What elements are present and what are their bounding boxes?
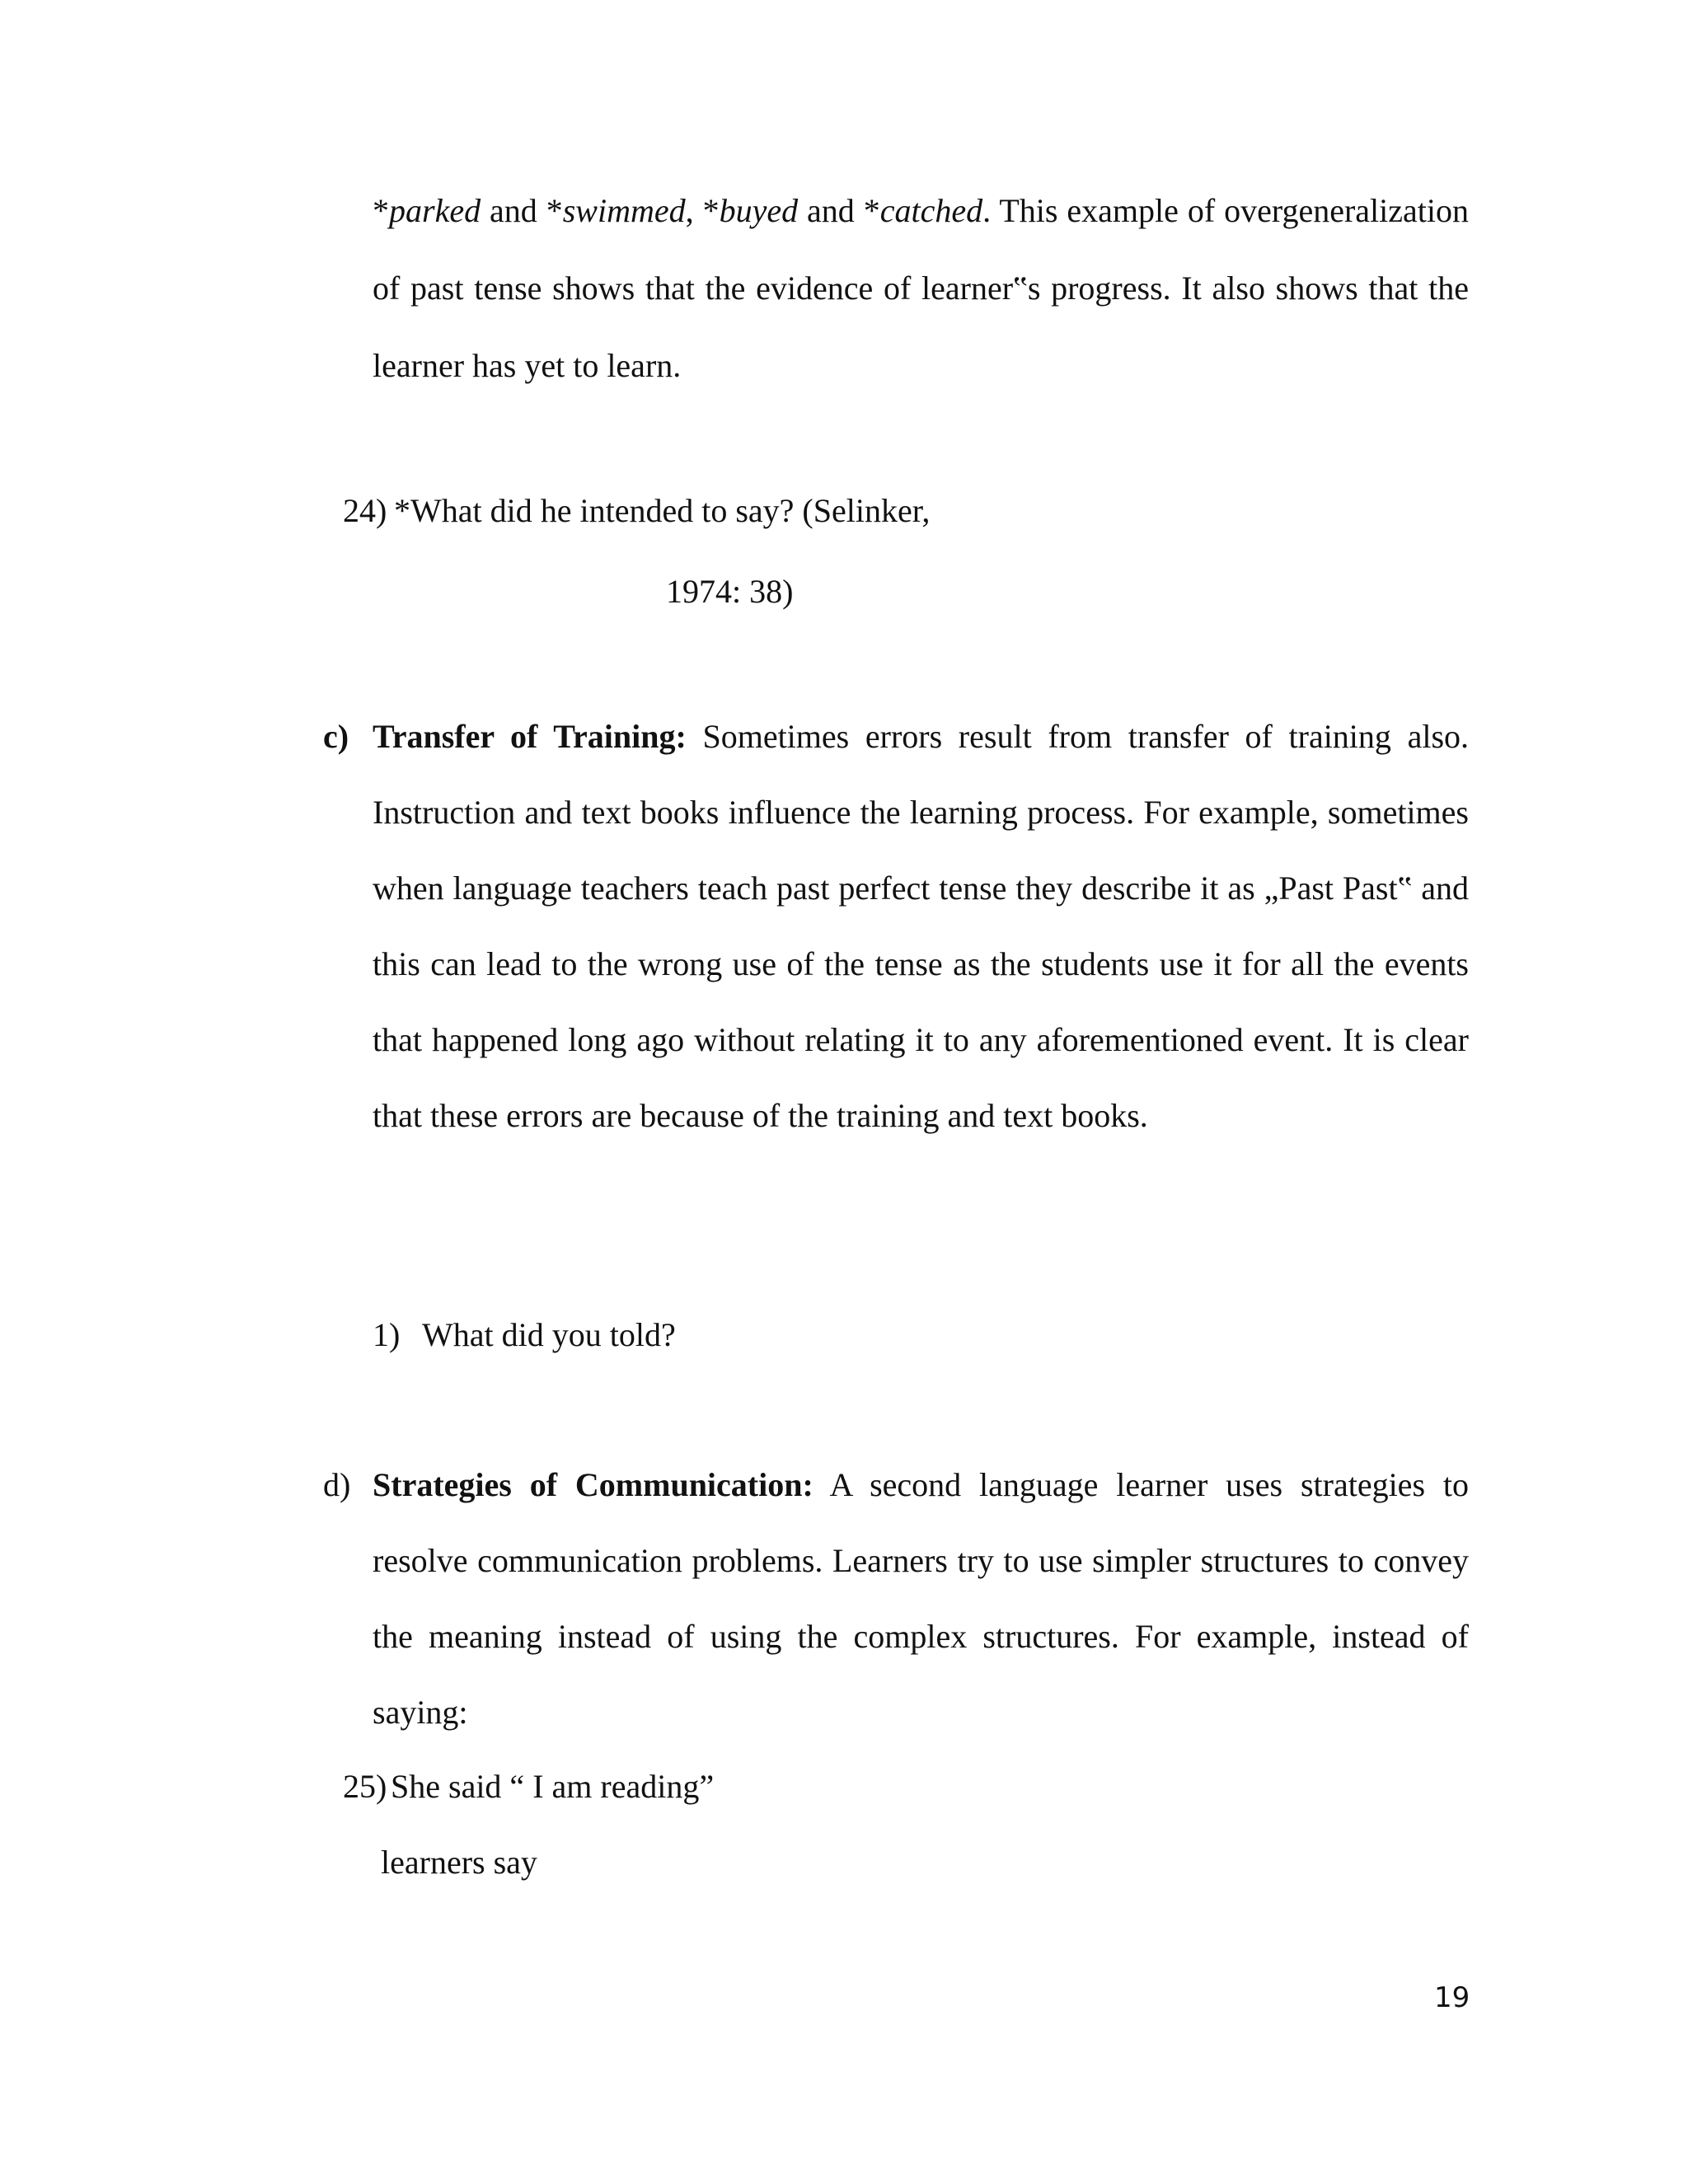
paragraph-line: resolve communication problems. Learners try to use simpler structures to convey bbox=[373, 1542, 1469, 1579]
followup-text: learners say bbox=[381, 1844, 537, 1881]
example-word-swimmed: swimmed bbox=[562, 192, 686, 229]
connector-text: and * bbox=[481, 192, 563, 229]
example-sentence: What did you told? bbox=[422, 1316, 676, 1353]
paragraph-line: when language teachers teach past perfect tense they describe it as „Past Past‟ and bbox=[373, 869, 1469, 907]
example-word-buyed: buyed bbox=[719, 192, 799, 229]
paragraph-line: of past tense shows that the evidence of learner‟s progress. It also shows that the bbox=[373, 269, 1469, 307]
connector-text: and * bbox=[798, 192, 880, 229]
sentence-text: . This example of overgeneralization bbox=[982, 192, 1470, 229]
paragraph-line: that happened long ago without relating it to any aforementioned event. It is clear bbox=[373, 1021, 1469, 1058]
list-marker-d: d) bbox=[323, 1466, 351, 1503]
paragraph-line: learner has yet to learn. bbox=[373, 347, 682, 384]
connector-text: , * bbox=[685, 192, 720, 229]
paragraph-line: that these errors are because of the training and text books. bbox=[373, 1097, 1148, 1134]
paragraph-line bbox=[373, 1465, 1469, 1505]
section-heading: Strategies of Communication: bbox=[373, 1466, 814, 1503]
page-number: 19 bbox=[1434, 1981, 1470, 2014]
citation-year: 1974: 38) bbox=[666, 573, 794, 610]
sentence-text: Sometimes errors result from transfer of training also. bbox=[702, 718, 1470, 755]
example-number: 24) bbox=[343, 492, 387, 529]
example-word-catched: catched bbox=[879, 192, 983, 229]
example-sentence: She said “ I am reading” bbox=[391, 1768, 715, 1805]
list-marker-c: c) bbox=[323, 718, 349, 755]
paragraph-line: saying: bbox=[373, 1694, 468, 1731]
paragraph-line bbox=[373, 191, 1469, 231]
section-heading: Transfer of Training: bbox=[373, 718, 687, 755]
example-number: 1) bbox=[373, 1316, 401, 1353]
asterisk: * bbox=[373, 192, 389, 229]
sentence-text: A second language learner uses strategies to bbox=[829, 1466, 1470, 1503]
paragraph-line: the meaning instead of using the complex structures. For example, instead of bbox=[373, 1618, 1469, 1655]
example-sentence: *What did he intended to say? (Selinker, bbox=[394, 492, 931, 529]
paragraph-line: this can lead to the wrong use of the tense as the students use it for all the events bbox=[373, 945, 1469, 982]
example-word-parked: parked bbox=[389, 192, 481, 229]
paragraph-line bbox=[373, 717, 1469, 757]
paragraph-line: Instruction and text books influence the learning process. For example, sometimes bbox=[373, 794, 1469, 831]
example-number: 25) bbox=[343, 1768, 387, 1805]
